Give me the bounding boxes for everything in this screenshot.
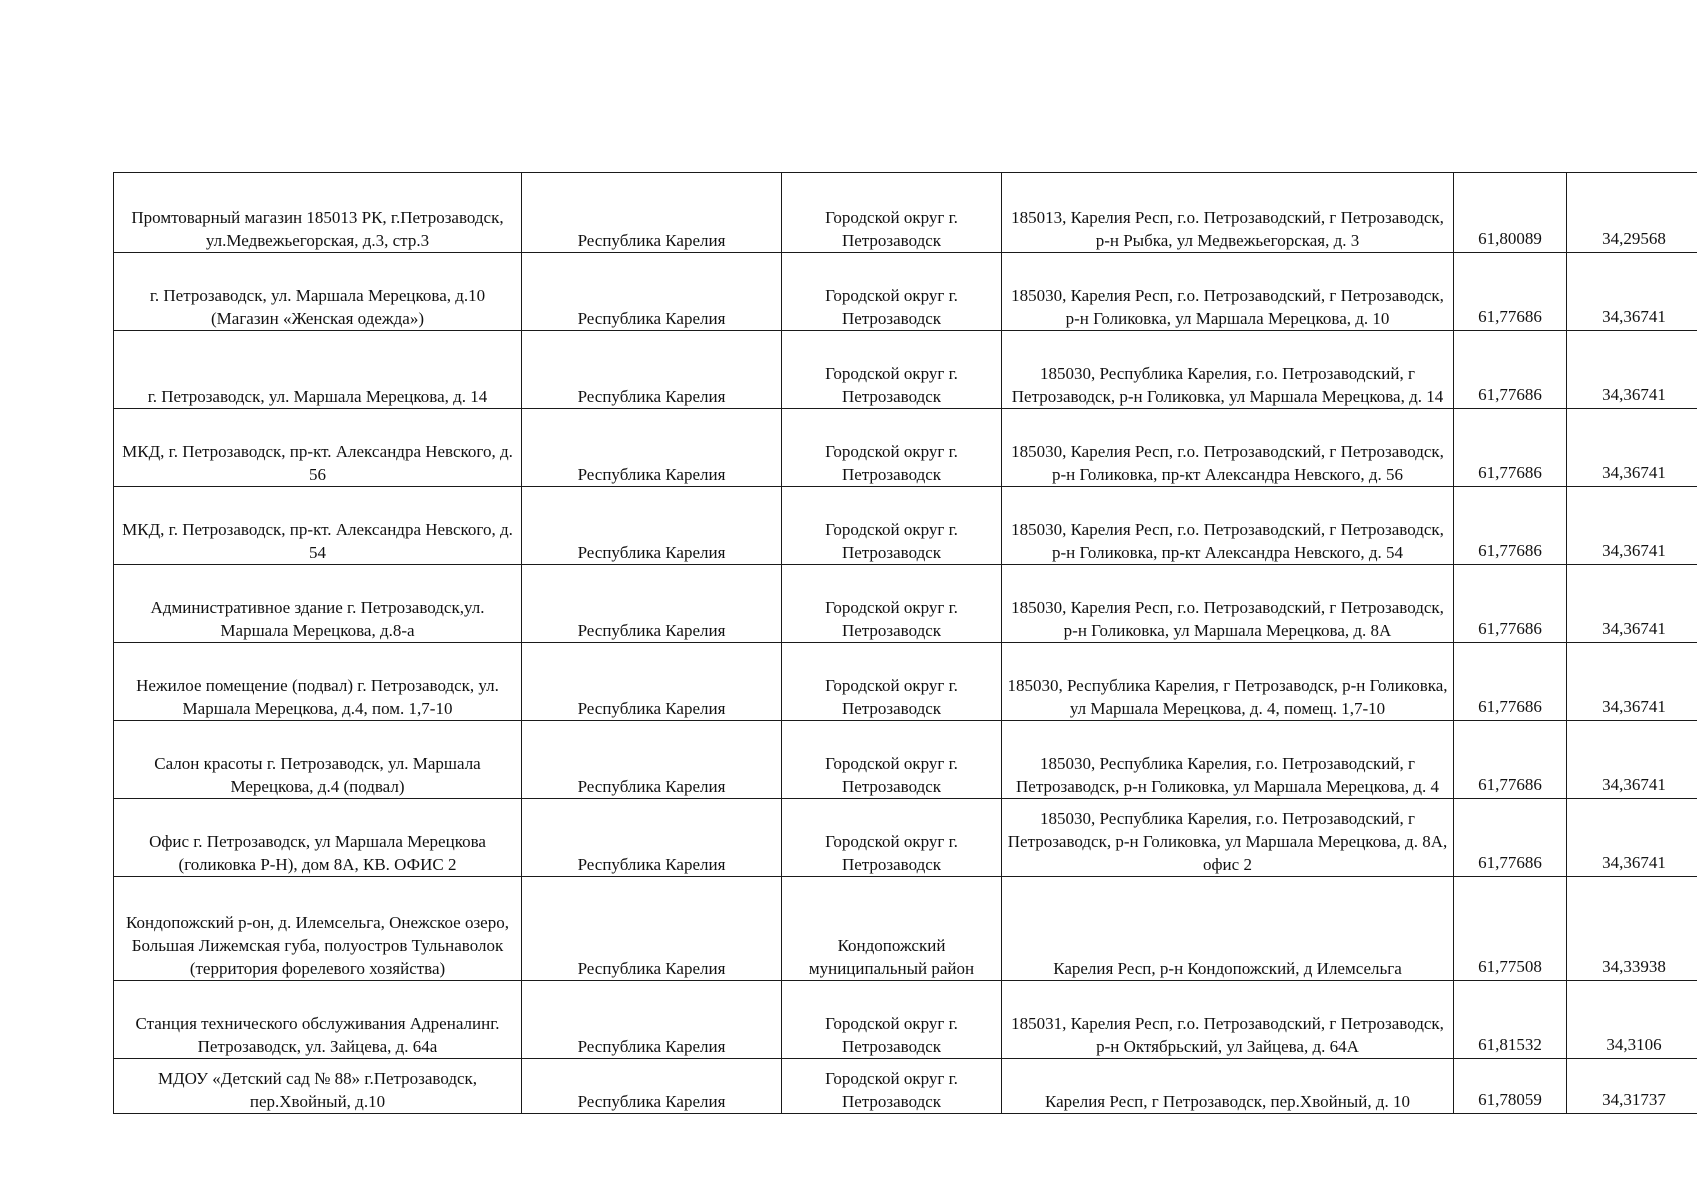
longitude-cell: 34,36741 xyxy=(1567,721,1697,799)
object-cell: МКД, г. Петрозаводск, пр-кт. Александра Невского, д. 54 xyxy=(114,487,522,565)
objects-table xyxy=(113,172,1697,1114)
latitude-cell: 61,77686 xyxy=(1454,331,1567,409)
address-cell: 185030, Республика Карелия, г Петрозаводск, р-н Голиковка, ул Маршала Мерецкова, д. 4, помещ. 1,7-10 xyxy=(1002,643,1454,721)
table-row xyxy=(114,799,1697,877)
latitude-cell: 61,81532 xyxy=(1454,981,1567,1059)
municipality-cell: Городской округ г. Петрозаводск xyxy=(782,173,1002,253)
region-cell: Республика Карелия xyxy=(522,253,782,331)
region-cell: Республика Карелия xyxy=(522,799,782,877)
region-cell: Республика Карелия xyxy=(522,487,782,565)
longitude-cell: 34,33938 xyxy=(1567,877,1697,981)
table-body xyxy=(114,173,1697,1114)
longitude-cell: 34,36741 xyxy=(1567,565,1697,643)
longitude-cell: 34,36741 xyxy=(1567,253,1697,331)
address-cell: Карелия Респ, г Петрозаводск, пер.Хвойный, д. 10 xyxy=(1002,1059,1454,1114)
latitude-cell: 61,77686 xyxy=(1454,487,1567,565)
municipality-cell: Городской округ г. Петрозаводск xyxy=(782,409,1002,487)
region-cell: Республика Карелия xyxy=(522,981,782,1059)
region-cell: Республика Карелия xyxy=(522,331,782,409)
latitude-cell: 61,77686 xyxy=(1454,253,1567,331)
table-row xyxy=(114,487,1697,565)
longitude-cell: 34,36741 xyxy=(1567,799,1697,877)
address-cell: 185030, Карелия Респ, г.о. Петрозаводский, г Петрозаводск, р-н Голиковка, ул Маршала Мерецкова, д. 10 xyxy=(1002,253,1454,331)
address-cell: 185013, Карелия Респ, г.о. Петрозаводский, г Петрозаводск, р-н Рыбка, ул Медвежьегорская, д. 3 xyxy=(1002,173,1454,253)
address-cell: 185030, Карелия Респ, г.о. Петрозаводский, г Петрозаводск, р-н Голиковка, пр-кт Александра Невского, д. 56 xyxy=(1002,409,1454,487)
longitude-cell: 34,36741 xyxy=(1567,487,1697,565)
longitude-cell: 34,36741 xyxy=(1567,409,1697,487)
longitude-cell: 34,3106 xyxy=(1567,981,1697,1059)
latitude-cell: 61,77686 xyxy=(1454,565,1567,643)
latitude-cell: 61,78059 xyxy=(1454,1059,1567,1114)
longitude-cell: 34,36741 xyxy=(1567,331,1697,409)
object-cell: Офис г. Петрозаводск, ул Маршала Мерецкова (голиковка Р-Н), дом 8А, КВ. ОФИС 2 xyxy=(114,799,522,877)
object-cell: МДОУ «Детский сад № 88» г.Петрозаводск, пер.Хвойный, д.10 xyxy=(114,1059,522,1114)
object-cell: Промтоварный магазин 185013 РК, г.Петрозаводск, ул.Медвежьегорская, д.3, стр.3 xyxy=(114,173,522,253)
latitude-cell: 61,80089 xyxy=(1454,173,1567,253)
object-cell: г. Петрозаводск, ул. Маршала Мерецкова, д.10 (Магазин «Женская одежда») xyxy=(114,253,522,331)
region-cell: Республика Карелия xyxy=(522,877,782,981)
municipality-cell: Городской округ г. Петрозаводск xyxy=(782,331,1002,409)
table-row xyxy=(114,253,1697,331)
latitude-cell: 61,77686 xyxy=(1454,799,1567,877)
latitude-cell: 61,77686 xyxy=(1454,643,1567,721)
longitude-cell: 34,29568 xyxy=(1567,173,1697,253)
object-cell: Кондопожский р-он, д. Илемсельга, Онежское озеро, Большая Лижемская губа, полуостров Тульнаволок (территория форелевого хозяйства) xyxy=(114,877,522,981)
table-row xyxy=(114,643,1697,721)
municipality-cell: Кондопожский муниципальный район xyxy=(782,877,1002,981)
region-cell: Республика Карелия xyxy=(522,643,782,721)
object-cell: г. Петрозаводск, ул. Маршала Мерецкова, д. 14 xyxy=(114,331,522,409)
region-cell: Республика Карелия xyxy=(522,1059,782,1114)
region-cell: Республика Карелия xyxy=(522,721,782,799)
address-cell: 185030, Карелия Респ, г.о. Петрозаводский, г Петрозаводск, р-н Голиковка, ул Маршала Мерецкова, д. 8А xyxy=(1002,565,1454,643)
latitude-cell: 61,77686 xyxy=(1454,721,1567,799)
address-cell: 185030, Республика Карелия, г.о. Петрозаводский, г Петрозаводск, р-н Голиковка, ул Маршала Мерецкова, д. 14 xyxy=(1002,331,1454,409)
object-cell: Салон красоты г. Петрозаводск, ул. Маршала Мерецкова, д.4 (подвал) xyxy=(114,721,522,799)
municipality-cell: Городской округ г. Петрозаводск xyxy=(782,643,1002,721)
address-cell: 185030, Республика Карелия, г.о. Петрозаводский, г Петрозаводск, р-н Голиковка, ул Маршала Мерецкова, д. 4 xyxy=(1002,721,1454,799)
object-cell: Нежилое помещение (подвал) г. Петрозаводск, ул. Маршала Мерецкова, д.4, пом. 1,7-10 xyxy=(114,643,522,721)
longitude-cell: 34,36741 xyxy=(1567,643,1697,721)
object-cell: МКД, г. Петрозаводск, пр-кт. Александра Невского, д. 56 xyxy=(114,409,522,487)
address-cell: 185031, Карелия Респ, г.о. Петрозаводский, г Петрозаводск, р-н Октябрьский, ул Зайцева, д. 64А xyxy=(1002,981,1454,1059)
longitude-cell: 34,31737 xyxy=(1567,1059,1697,1114)
address-cell: 185030, Карелия Респ, г.о. Петрозаводский, г Петрозаводск, р-н Голиковка, пр-кт Александра Невского, д. 54 xyxy=(1002,487,1454,565)
region-cell: Республика Карелия xyxy=(522,173,782,253)
region-cell: Республика Карелия xyxy=(522,565,782,643)
municipality-cell: Городской округ г. Петрозаводск xyxy=(782,799,1002,877)
municipality-cell: Городской округ г. Петрозаводск xyxy=(782,565,1002,643)
table-row xyxy=(114,331,1697,409)
object-cell: Административное здание г. Петрозаводск,ул. Маршала Мерецкова, д.8-а xyxy=(114,565,522,643)
municipality-cell: Городской округ г. Петрозаводск xyxy=(782,487,1002,565)
table-row xyxy=(114,565,1697,643)
address-cell: Карелия Респ, р-н Кондопожский, д Илемсельга xyxy=(1002,877,1454,981)
table-row xyxy=(114,721,1697,799)
latitude-cell: 61,77508 xyxy=(1454,877,1567,981)
table-row xyxy=(114,409,1697,487)
object-cell: Станция технического обслуживания Адреналинг. Петрозаводск, ул. Зайцева, д. 64а xyxy=(114,981,522,1059)
municipality-cell: Городской округ г. Петрозаводск xyxy=(782,981,1002,1059)
region-cell: Республика Карелия xyxy=(522,409,782,487)
table-row xyxy=(114,981,1697,1059)
table-row xyxy=(114,877,1697,981)
address-cell: 185030, Республика Карелия, г.о. Петрозаводский, г Петрозаводск, р-н Голиковка, ул Маршала Мерецкова, д. 8А, офис 2 xyxy=(1002,799,1454,877)
table-row xyxy=(114,173,1697,253)
table-row xyxy=(114,1059,1697,1114)
municipality-cell: Городской округ г. Петрозаводск xyxy=(782,721,1002,799)
municipality-cell: Городской округ г. Петрозаводск xyxy=(782,1059,1002,1114)
municipality-cell: Городской округ г. Петрозаводск xyxy=(782,253,1002,331)
latitude-cell: 61,77686 xyxy=(1454,409,1567,487)
